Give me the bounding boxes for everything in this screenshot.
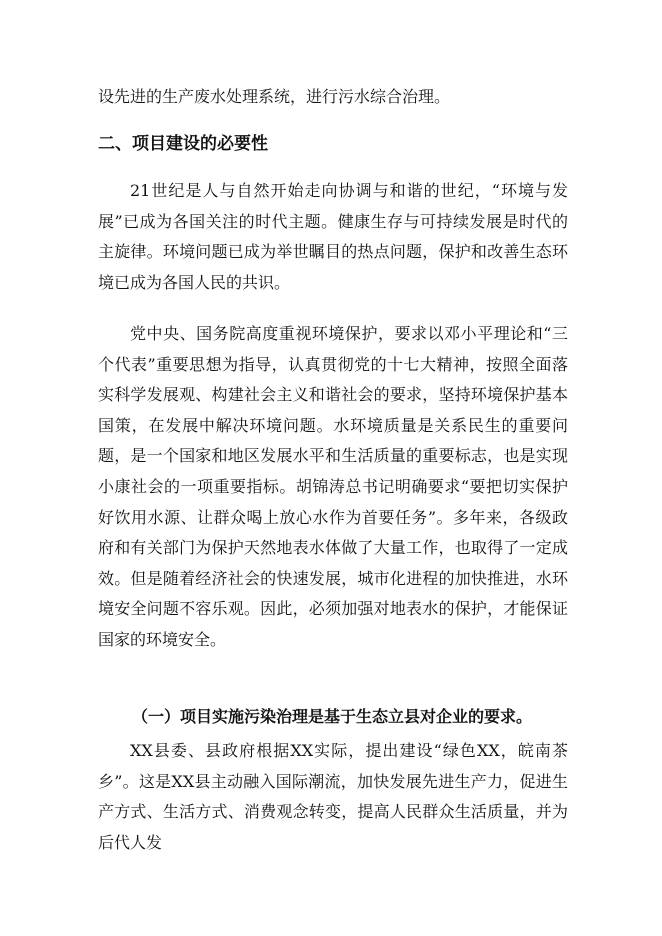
paragraph-2: 党中央、国务院高度重视环境保护，要求以邓小平理论和“三个代表”重要思想为指导，认真贯彻党的十七大精神，按照全面落实科学发展观、构建社会主义和谐社会的要求，坚持环境保护基本国策，在发展中解决环境问题。水环境质量是关系民生的重要问题，是一个国家和地区发展水平和生活质量的重要标志，也是实现小康社会的一项重要指标。胡锦涛总书记明确要求“要把切实保护好饮用水源、让群众喝上放心水作为首要任务”。多年来，各级政府和有关部门为保护天然地表水体做了大量工作，也取得了一定成效。但是随着经济社会的快速发展，城市化进程的加快推进，水环境安全问题不容乐观。因此，必须加强对地表水的保护，才能保证国家的环境安全。 — [98, 324, 568, 649]
paragraph-3: XX县委、县政府根据XX实际，提出建设“绿色XX，皖南茶乡”。这是XX县主动融入国际潮流，加快发展先进生产力，促进生产方式、生活方式、消费观念转变，提高人民群众生活质量，并为后代人发 — [98, 741, 568, 852]
continuation-text: 设先进的生产废水处理系统，进行污水综合治理。 — [98, 87, 451, 106]
subsection-heading: （一）项目实施污染治理是基于生态立县对企业的要求。 — [132, 707, 533, 726]
paragraph-1: 21世纪是人与自然开始走向协调与和谐的世纪，“环境与发展”已成为各国关注的时代主题。健康生存与可持续发展是时代的主旋律。环境问题已成为举世瞩目的热点问题，保护和改善生态环境已成为各国人民的共识。 — [98, 181, 568, 292]
section-heading: 二、项目建设的必要性 — [98, 134, 268, 154]
